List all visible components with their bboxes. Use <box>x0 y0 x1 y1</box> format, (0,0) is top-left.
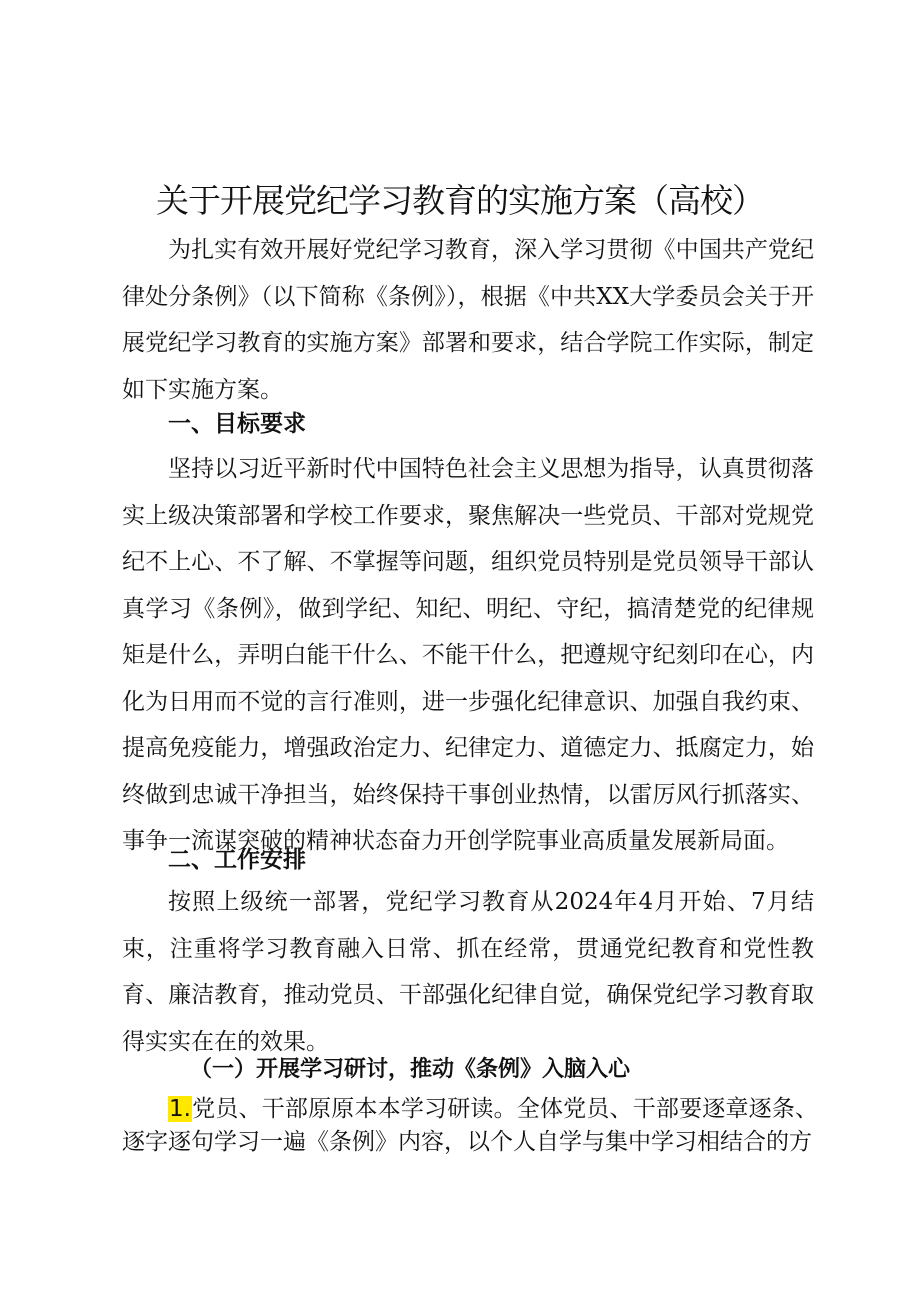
subsection-1-heading: （一）开展学习研讨，推动《条例》入脑入心 <box>190 1056 631 1082</box>
section-2-heading: 二、工作安排 <box>168 847 306 873</box>
document-title: 关于开展党纪学习教育的实施方案（高校） <box>156 181 764 220</box>
section-1-heading: 一、目标要求 <box>168 411 306 437</box>
section-2-body: 按照上级统一部署，党纪学习教育从2024年4月开始、7月结束，注重将学习教育融入日常、抓在经常，贯通党纪教育和党性教育、廉洁教育，推动党员、干部强化纪律自觉，确保党纪学习教育取得实实在在的效果。 <box>122 889 814 1055</box>
item-number-highlight: 1. <box>169 1096 191 1122</box>
item-1-text: 党员、干部原原本本学习研读。全体党员、干部要逐章逐条、逐字逐句学习一遍《条例》内容，以个人自学与集中学习相结合的方 <box>122 1096 818 1155</box>
intro-paragraph: 为扎实有效开展好党纪学习教育，深入学习贯彻《中国共产党纪律处分条例》（以下简称《条例》），根据《中共XX大学委员会关于开展党纪学习教育的实施方案》部署和要求，结合学院工作实际，制定如下实施方案。 <box>122 237 814 403</box>
section-1-body: 坚持以习近平新时代中国特色社会主义思想为指导，认真贯彻落实上级决策部署和学校工作要求，聚焦解决一些党员、干部对党规党纪不上心、不了解、不掌握等问题，组织党员特别是党员领导干部认真学习《条例》，做到学纪、知纪、明纪、守纪，搞清楚党的纪律规矩是什么，弄明白能干什么、不能干什么，把遵规守纪刻印在心，内化为日用而不觉的言行准则，进一步强化纪律意识、加强自我约束、提高免疫能力，增强政治定力、纪律定力、道德定力、抵腐定力，始终做到忠诚干净担当，始终保持干事创业热情，以雷厉风行抓落实、事争一流谋突破的精神状态奋力开创学院事业高质量发展新局面。 <box>122 456 814 854</box>
item-1-paragraph <box>122 1093 818 1159</box>
